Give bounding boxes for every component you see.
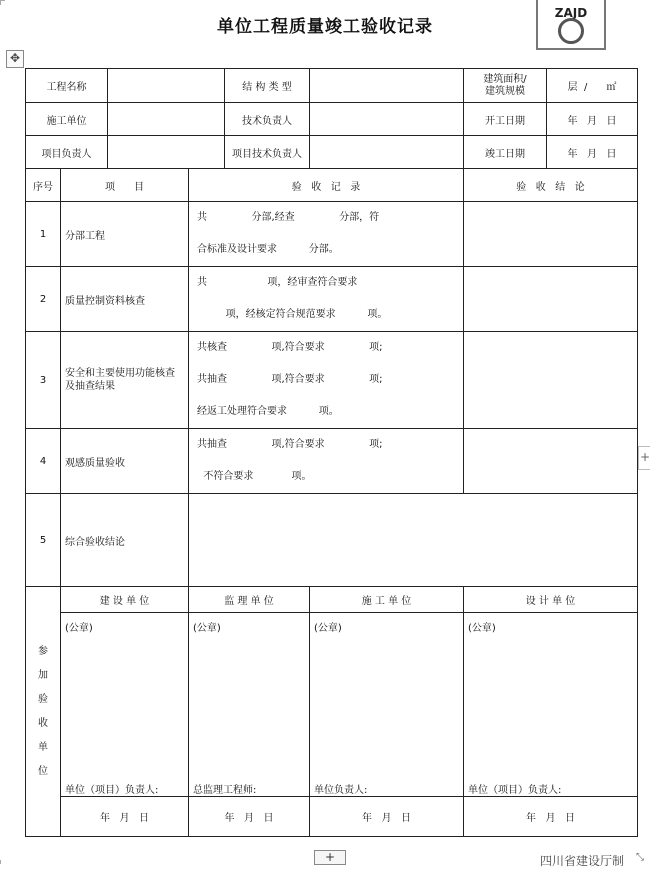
- signer-label: 单位（项目）负责人:: [468, 785, 562, 796]
- item-conclusion[interactable]: [464, 202, 638, 267]
- value-project-manager[interactable]: [108, 136, 225, 169]
- record-line: 共 分部,经查 分部，符: [197, 212, 380, 223]
- item-name: 综合验收结论: [61, 494, 189, 587]
- record-line: 共抽查 项,符合要求 项;: [197, 439, 383, 450]
- record-line: 经返工处理符合要求 项。: [197, 406, 339, 417]
- unit-name: 施 工 单 位: [310, 587, 464, 613]
- record-line: 共抽查 项,符合要求 项;: [197, 374, 383, 385]
- value-structure-type[interactable]: [310, 69, 464, 103]
- item-conclusion[interactable]: [464, 267, 638, 332]
- table-row: [26, 429, 638, 494]
- value-start-date[interactable]: 年 月 日: [547, 103, 638, 136]
- item-name: 安全和主要使用功能核查及抽查结果: [61, 332, 189, 429]
- signer-label: 总监理工程师:: [193, 785, 257, 796]
- participants-sign-row: [26, 613, 638, 797]
- unit-sign-area[interactable]: [464, 613, 638, 797]
- info-row: [26, 103, 638, 136]
- item-number: 1: [26, 202, 61, 267]
- table-row: [26, 202, 638, 267]
- item-record[interactable]: [189, 267, 464, 332]
- col-no-header: 序号: [26, 169, 61, 202]
- table-row: [26, 332, 638, 429]
- value-tech-lead[interactable]: [310, 103, 464, 136]
- participants-header-row: [26, 587, 638, 613]
- label-contractor: 施工单位: [26, 103, 108, 136]
- unit-sign-area[interactable]: [189, 613, 310, 797]
- issuer-footer: 四川省建设厅制: [540, 854, 625, 868]
- label-project-manager: 项目负责人: [26, 136, 108, 169]
- value-completion-date[interactable]: 年 月 日: [547, 136, 638, 169]
- unit-name: 监 理 单 位: [189, 587, 310, 613]
- item-name: 观感质量验收: [61, 429, 189, 494]
- unit-name: 建 设 单 位: [61, 587, 189, 613]
- value-building-area[interactable]: 层 / ㎡: [547, 69, 638, 103]
- item-number: 2: [26, 267, 61, 332]
- label-start-date: 开工日期: [464, 103, 547, 136]
- item-number: 5: [26, 494, 61, 587]
- table-row: [26, 267, 638, 332]
- insert-column-plus-icon[interactable]: +: [638, 446, 650, 470]
- record-line: 共 项，经审查符合要求: [197, 277, 358, 288]
- resize-handle-icon[interactable]: ⤡: [636, 852, 644, 863]
- item-record[interactable]: [189, 429, 464, 494]
- zajd-logo: [536, 0, 606, 50]
- label-project-tech-lead: 项目技术负责人: [225, 136, 310, 169]
- seal-label: (公章): [314, 623, 342, 634]
- sign-date[interactable]: 年 月 日: [189, 797, 310, 837]
- item-number: 4: [26, 429, 61, 494]
- table-row: [26, 494, 638, 587]
- overall-conclusion-field[interactable]: [189, 494, 638, 587]
- sign-date[interactable]: 年 月 日: [464, 797, 638, 837]
- sign-date[interactable]: 年 月 日: [310, 797, 464, 837]
- participants-date-row: [26, 797, 638, 837]
- unit-sign-area[interactable]: [61, 613, 189, 797]
- add-row-plus-icon[interactable]: +: [314, 850, 346, 865]
- item-conclusion[interactable]: [464, 332, 638, 429]
- item-record[interactable]: [189, 332, 464, 429]
- logo-ring-icon: [558, 18, 584, 44]
- info-row: [26, 136, 638, 169]
- info-row: [26, 69, 638, 103]
- participants-label: [26, 587, 61, 837]
- corner-mark: [0, 860, 5, 864]
- label-structure-type: 结 构 类 型: [225, 69, 310, 103]
- record-line: 不符合要求 项。: [197, 471, 312, 482]
- page-title: 单位工程质量竣工验收记录: [217, 17, 433, 37]
- record-line: 共核查 项,符合要求 项;: [197, 342, 383, 353]
- seal-label: (公章): [193, 623, 221, 634]
- item-record[interactable]: [189, 202, 464, 267]
- value-contractor[interactable]: [108, 103, 225, 136]
- col-item-header: 项 目: [61, 169, 189, 202]
- col-conclusion-header: 验 收 结 论: [464, 169, 638, 202]
- acceptance-form-table: [25, 68, 638, 837]
- col-record-header: 验 收 记 录: [189, 169, 464, 202]
- item-conclusion[interactable]: [464, 429, 638, 494]
- unit-sign-area[interactable]: [310, 613, 464, 797]
- label-project-name: 工程名称: [26, 69, 108, 103]
- item-name: 分部工程: [61, 202, 189, 267]
- label-tech-lead: 技术负责人: [225, 103, 310, 136]
- label-completion-date: 竣工日期: [464, 136, 547, 169]
- value-project-tech-lead[interactable]: [310, 136, 464, 169]
- signer-label: 单位负责人:: [314, 785, 368, 796]
- seal-label: (公章): [65, 623, 93, 634]
- table-move-handle-icon[interactable]: ✥: [6, 50, 24, 68]
- record-line: 项，经核定符合规范要求 项。: [197, 309, 388, 320]
- label-building-area: 建筑面积/ 建筑规模: [464, 69, 547, 103]
- value-project-name[interactable]: [108, 69, 225, 103]
- participants-label-text: 参 加 验 收 单 位: [38, 645, 48, 777]
- unit-name: 设 计 单 位: [464, 587, 638, 613]
- sign-date[interactable]: 年 月 日: [61, 797, 189, 837]
- logo-text: ZAJD: [554, 6, 588, 20]
- item-name: 质量控制资料核查: [61, 267, 189, 332]
- record-line: 合标准及设计要求 分部。: [197, 244, 339, 255]
- seal-label: (公章): [468, 623, 496, 634]
- column-header-row: [26, 169, 638, 202]
- corner-mark: [0, 0, 5, 5]
- item-number: 3: [26, 332, 61, 429]
- signer-label: 单位（项目）负责人:: [65, 785, 159, 796]
